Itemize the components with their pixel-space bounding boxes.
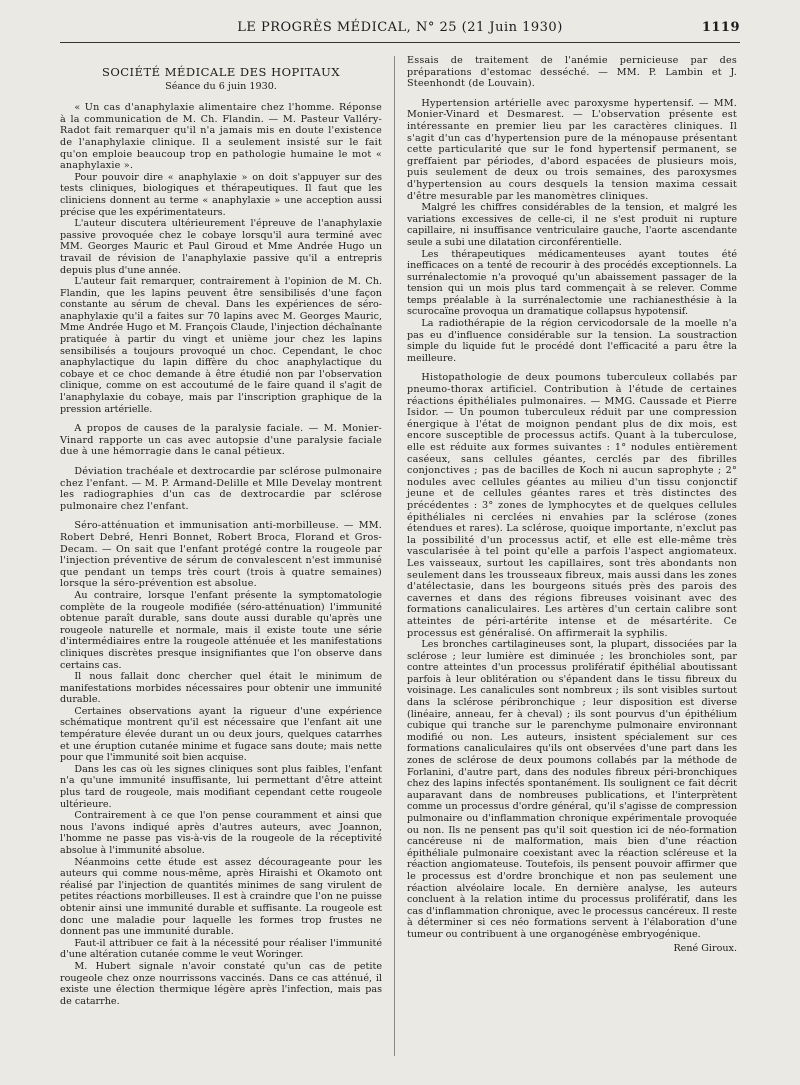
paragraph: L'auteur fait remarquer, contrairement à l'opinion de M. Ch. Flandin, que les lapins peuvent être sensibilisés d'une façon constante au sérum de cheval. Dans les expériences de séro-anaphylaxie qu'il a faites sur 70 lapins avec M. Georges Mauric, Mme Andrée Hugo et M. François Claude, l'injection déchaînante pratiquée à partir du vingt et unième jour chez les lapins sensibilisés a toujours provoqué un choc. Cependant, le choc anaphylactique du lapin diffère du choc anaphylactique du cobaye et ce choc demande à être étudié non par l'observation clinique, comme on est accoutumé de le faire quand il s'agit de l'anaphylaxie du cobaye, mais par l'inscription graphique de la pression artérielle.: [60, 276, 382, 415]
paragraph: Néanmoins cette étude est assez décourageante pour les auteurs qui comme nous-même, après Hiraishi et Okamoto ont réalisé par l'injection de quantités minimes de sang virulent de petites réactions morbilleuses. Il est à craindre que l'on ne puisse obtenir ainsi une immunité durable et suffisante. La rougeole est donc une maladie pour laquelle les formes trop frustes ne donnent pas une immunité durable.: [60, 856, 382, 938]
paragraph: Hypertension artérielle avec paroxysme hypertensif. — MM. Monier-Vinard et Desmarest. — L'observation présente est intéressante en premier lieu par les caractères cliniques. Il s'agit d'un cas d'hypertension pure de la ménopause présentant cette particularité que sur le fond hypertensif permanent, se greffaient par périodes, d'abord espacées de plusieurs mois, puis seulement de deux ou trois semaines, des paroxysmes d'hypertension au cours desquels la tension maxima cessait d'être mesurable par les manomètres cliniques.: [407, 97, 737, 202]
society-title: SOCIÉTÉ MÉDICALE DES HOPITAUX: [101, 65, 341, 79]
running-header: [60, 20, 740, 42]
author-signature: René Giroux.: [673, 942, 737, 954]
paragraph: Il nous fallait donc chercher quel était le minimum de manifestations morbides nécessaires pour obtenir une immunité durable.: [60, 671, 382, 706]
paragraph: Histopathologie de deux poumons tuberculeux collabés par pneumo-thorax artificiel. Contribution à l'étude de certaines réactions épithéliales pulmonaires. — MMG. Caussade et Pierre Isidor. — Un poumon tuberculeux réduit par une compression énergique à l'état de moignon pendant plus de dix mois, est encore susceptible de processus actifs. Quant à la tuberculose, elle est réduite aux formes suivantes : 1° nodules entièrement caséeux, sans cellules géantes, cerclés par des fibrilles conjonctives ; pas de bacilles de Koch ni aucun saprophyte ; 2° nodules avec cellules géantes au milieu d'un tissu conjonctif jeune et de cellules géantes rares et très distinctes des précédentes : 3° zones de lymphocytes et de quelques cellules épithéliales ni cerclées ni envahies par la sclérose (zones étendues et rares). La sclérose, quoique importante, n'exclut pas la possibilité d'un processus actif, et elle est elle-même très vascularisée à tel point qu'elle a parfois l'aspect angiomateux. Les vaisseaux, surtout les capillaires, sont très abondants non seulement dans les trousseaux fibreux, mais aussi dans les zones d'atélectasie, dans les bourgeons situés près des parois des cavernes et dans des régions fibreuses voisinant avec des formations canaliculaires. Les artères d'un certain calibre sont atteintes de péri-artérite intense et de mésartérite. Ce processus est généralisé. On affirmerait la syphilis.: [407, 372, 738, 639]
paragraph: Certaines observations ayant la rigueur d'une expérience schématique montrent qu'il est nécessaire que l'enfant ait une température élevée durant un ou deux jours, quelques catarrhes et une éruption cutanée minime et fugace sans doute; mais nette pour que l'immunité soit bien acquise.: [60, 705, 382, 764]
paragraph: M. Hubert signale n'avoir constaté qu'un cas de petite rougeole chez onze nourrissons vaccinés. Dans ce cas atténué, il existe une élection thermique légère après l'infection, mais pas de catarrhe.: [60, 960, 382, 1007]
paragraph: Faut-il attribuer ce fait à la nécessité pour réaliser l'immunité d'une altération cutanée comme le veut Woringer.: [60, 937, 382, 961]
paragraph: Déviation trachéale et dextrocardie par sclérose pulmonaire chez l'enfant. — M. P. Armand-Delille et Mlle Develay montrent les radiographies d'un cas de dextrocardie par sclérose pulmonaire chez l'enfant.: [60, 466, 382, 512]
left-column: [60, 55, 382, 1007]
session-date: Séance du 6 juin 1930.: [165, 80, 277, 92]
paragraph: La radiothérapie de la région cervicodorsale de la moelle n'a pas eu d'influence considérable sur la tension. La soustraction simple du liquide fut le procédé dont l'efficacité a paru être la meilleure.: [407, 318, 737, 364]
right-column: [407, 55, 737, 954]
column-divider: [394, 56, 395, 1056]
paragraph: Malgré les chiffres considérables de la tension, et malgré les variations excessives de celle-ci, il ne s'est produit ni rupture capillaire, ni insuffisance ventriculaire gauche, l'aorte ascendante seule a subi une dilatation circonférentielle.: [407, 202, 737, 248]
paragraph: Contrairement à ce que l'on pense couramment et ainsi que nous l'avons indiqué après d'autres auteurs, avec Joannon, l'homme ne passe pas vis-à-vis de la rougeole de la réceptivité absolue à l'immunité absolue.: [60, 810, 382, 856]
paragraph: Les bronches cartilagineuses sont, la plupart, dissociées par la sclérose ; leur lumière est diminuée ; les bronchioles sont, par contre atteintes d'un processus prolifératif épithélial aboutissant parfois à leur oblitération ou s'épandent dans le tissu fibreux du voisinage. Les canalicules sont nombreux ; ils sont visibles surtout dans la sclérose péribronchique ; leur disposition est diverse (linéaire, anneau, fer à cheval) ; ils sont pourvus d'un épithélium cubique qui tranche sur le parenchyme pulmonaire environnant modifié ou non. Les auteurs, insistent spécialement sur ces formations canaliculaires qu'ils ont observées d'une part dans les zones de sclérose de deux poumons collabés par la méthode de Forlanini, d'autre part, dans des nodules fibreux péri-bronchiques chez des lapins infectés spontanément. Ils soulignent ce fait décrit auparavant dans de nombreuses publications, et l'interprètent comme un processus d'ordre général, qu'il s'agisse de compression pulmonaire ou d'inflammation chronique expérimentale provoquée ou non. Ils ne pensent pas qu'il soit question ici de néo-formation cancéreuse ni de malformation, mais bien d'une réaction épithéliale pulmonaire coexistant avec la réaction scléreuse et la réaction angiomateuse. Toutefois, ils pensent pouvoir affirmer que le processus est d'ordre bronchique et non pas seulement une réaction alvéolaire locale. En dernière analyse, les auteurs concluent à la relation intime du processus prolifératif, dans les cas d'inflammation chronique, avec le processus cancéreux. Il reste à déterminer si ces néo formations servent à l'élaboration d'une tumeur ou contribuent à une organogénèse embryogénique.: [407, 639, 737, 940]
header-rule: [60, 42, 740, 43]
paragraph: L'auteur discutera ultérieurement l'épreuve de l'anaphylaxie passive provoquée chez le cobaye lorsqu'il aura terminé avec MM. Georges Mauric et Paul Giroud et Mme Andrée Hugo un travail de révision de l'anaphylaxie passive qu'il a entrepris depuis plus d'une année.: [60, 218, 382, 276]
paragraph: « Un cas d'anaphylaxie alimentaire chez l'homme. Réponse à la communication de M. Ch. Flandin. — M. Pasteur Valléry-Radot fait remarquer qu'il n'a jamais mis en doute l'existence de l'anaphylaxie clinique. Il a seulement insisté sur le fait qu'on emploie beaucoup trop en pathologie humaine le mot « anaphylaxie ».: [60, 102, 382, 172]
paragraph: Au contraire, lorsque l'enfant présente la symptomatologie complète de la rougeole modifiée (séro-atténuation) l'immunité obtenue paraît durable, sans doute aussi durable qu'après une rougeole naturelle et normale, mais il existe toute une série d'intermédiaires entre la rougeole atténuée et les manifestations cliniques discrètes presque insignifiantes que l'on observe dans certains cas.: [60, 589, 382, 671]
journal-title: LE PROGRÈS MÉDICAL, N° 25 (21 Juin 1930): [237, 20, 563, 35]
paragraph: Pour pouvoir dire « anaphylaxie » on doit s'appuyer sur des tests cliniques, biologiques et thérapeutiques. Il faut que les cliniciens donnent au terme « anaphylaxie » une acception aussi précise que les expérimentateurs.: [60, 171, 382, 218]
paragraph: Les thérapeutiques médicamenteuses ayant toutes été inefficaces on a tenté de recourir à des procédés exceptionnels. La surrénalectomie n'a provoqué qu'un abaissement passager de la tension qui un mois plus tard commençait à se relever. Comme temps préalable à la surrénalectomie une rachianesthésie à la scurocaïne provoqua un dramatique collapsus hypotensif.: [407, 248, 737, 318]
page-number: 1119: [701, 20, 740, 35]
paragraph: A propos de causes de la paralysie faciale. — M. Monier-Vinard rapporte un cas avec autopsie d'une paralysie faciale due à une hémorragie dans le canal pétieux.: [60, 423, 382, 458]
paragraph: Essais de traitement de l'anémie pernicieuse par des préparations d'estomac desséché. — MM. P. Lambin et J. Steenhondt (de Louvain).: [407, 55, 737, 90]
paragraph: Séro-atténuation et immunisation anti-morbilleuse. — MM. Robert Debré, Henri Bonnet, Robert Broca, Florand et Gros-Decam. — On sait que l'enfant protégé contre la rougeole par l'injection préventive de sérum de convalescent n'est immunisé que pendant un temps très court (trois à quatre semaines) lorsque la séro-prévention est absolue.: [60, 520, 382, 590]
paragraph: Dans les cas où les signes cliniques sont plus faibles, l'enfant n'a qu'une immunité insuffisante, lui permettant d'être atteint plus tard de rougeole, mais modifiant cependant cette rougeole ultérieure.: [60, 763, 382, 810]
